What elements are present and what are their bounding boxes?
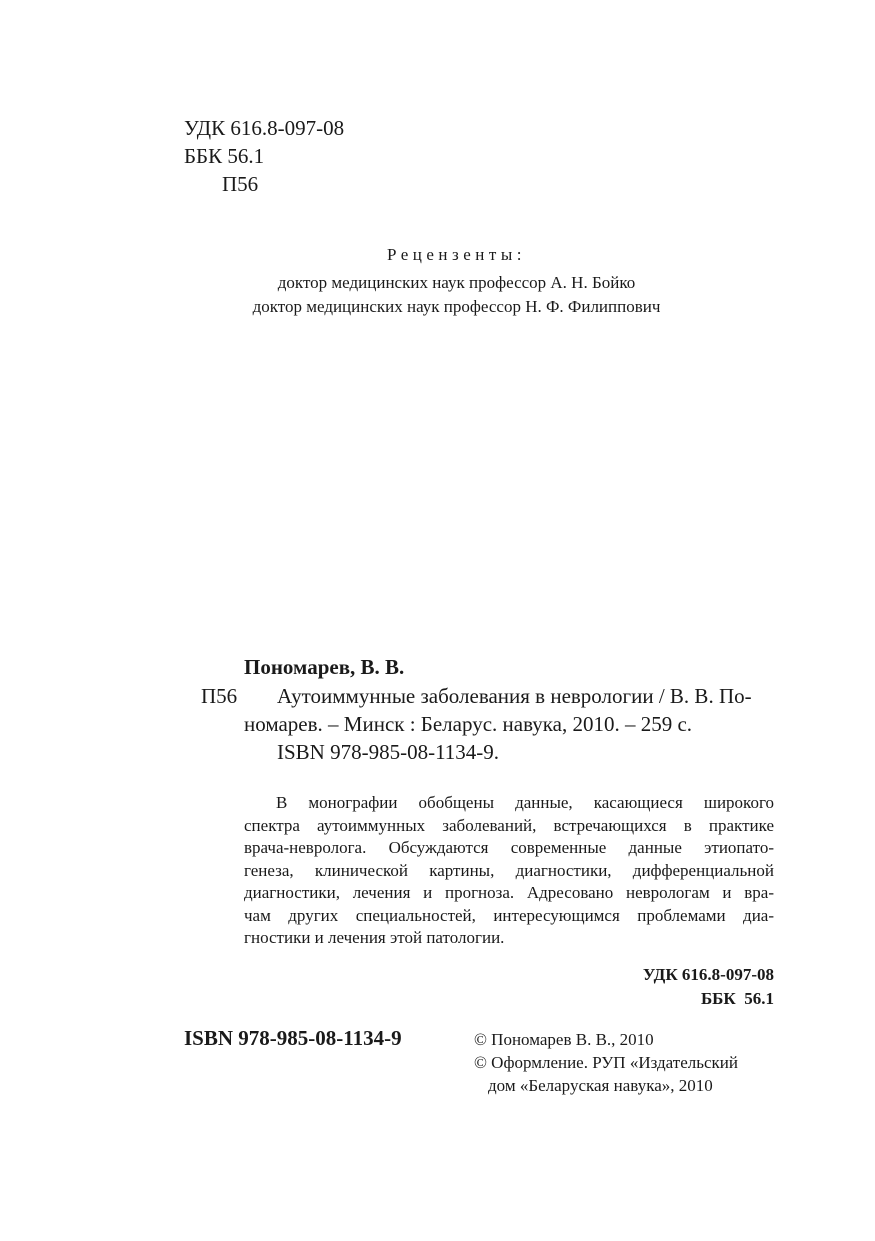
abstract-line: генеза, клинической картины, диагностики, дифференциальной bbox=[244, 860, 774, 880]
abstract-line: гностики и лечения этой патологии. bbox=[244, 928, 505, 947]
copyright-design-line-1: © Оформление. РУП «Издательский bbox=[474, 1053, 738, 1072]
abstract-line: врача-невролога. Обсуждаются современные данные этиопато- bbox=[244, 838, 774, 857]
abstract-line: чам других специальностей, интересующимся проблемами диа- bbox=[244, 905, 774, 925]
reviewer-2: доктор медицинских наук профессор Н. Ф. Филиппович bbox=[252, 297, 661, 316]
author-mark-top: П56 bbox=[222, 172, 259, 196]
abstract-line: спектра аутоиммунных заболеваний, встречающихся в практике bbox=[244, 815, 774, 835]
author-name: Пономарев, В. В. bbox=[244, 655, 405, 679]
bibliographic-line-1: Аутоиммунные заболевания в неврологии / В. В. По- bbox=[277, 684, 752, 708]
bbk-code-top: ББК 56.1 bbox=[184, 144, 265, 168]
abstract bbox=[244, 792, 774, 950]
bibliographic-line-2: номарев. – Минск : Беларус. навука, 2010. – 259 с. bbox=[244, 712, 693, 736]
author-mark-entry: П56 bbox=[201, 684, 238, 708]
isbn: ISBN 978-985-08-1134-9 bbox=[184, 1026, 402, 1050]
reviewer-1: доктор медицинских наук профессор А. Н. Бойко bbox=[277, 273, 636, 292]
copyright-author: © Пономарев В. В., 2010 bbox=[474, 1030, 654, 1049]
udk-code-top: УДК 616.8-097-08 bbox=[184, 116, 345, 140]
abstract-line: В монографии обобщены данные, касающиеся широкого bbox=[276, 793, 774, 812]
reviewers-heading: Рецензенты: bbox=[387, 245, 526, 264]
udk-code-bottom: УДК 616.8-097-08 bbox=[642, 965, 774, 984]
abstract-line: диагностики, лечения и прогноза. Адресовано неврологам и вра- bbox=[244, 883, 774, 902]
bbk-code-bottom: ББК 56.1 bbox=[700, 989, 774, 1008]
bibliographic-isbn-line: ISBN 978-985-08-1134-9. bbox=[277, 740, 500, 764]
copyright-design-line-2: дом «Беларуская навука», 2010 bbox=[488, 1076, 713, 1095]
